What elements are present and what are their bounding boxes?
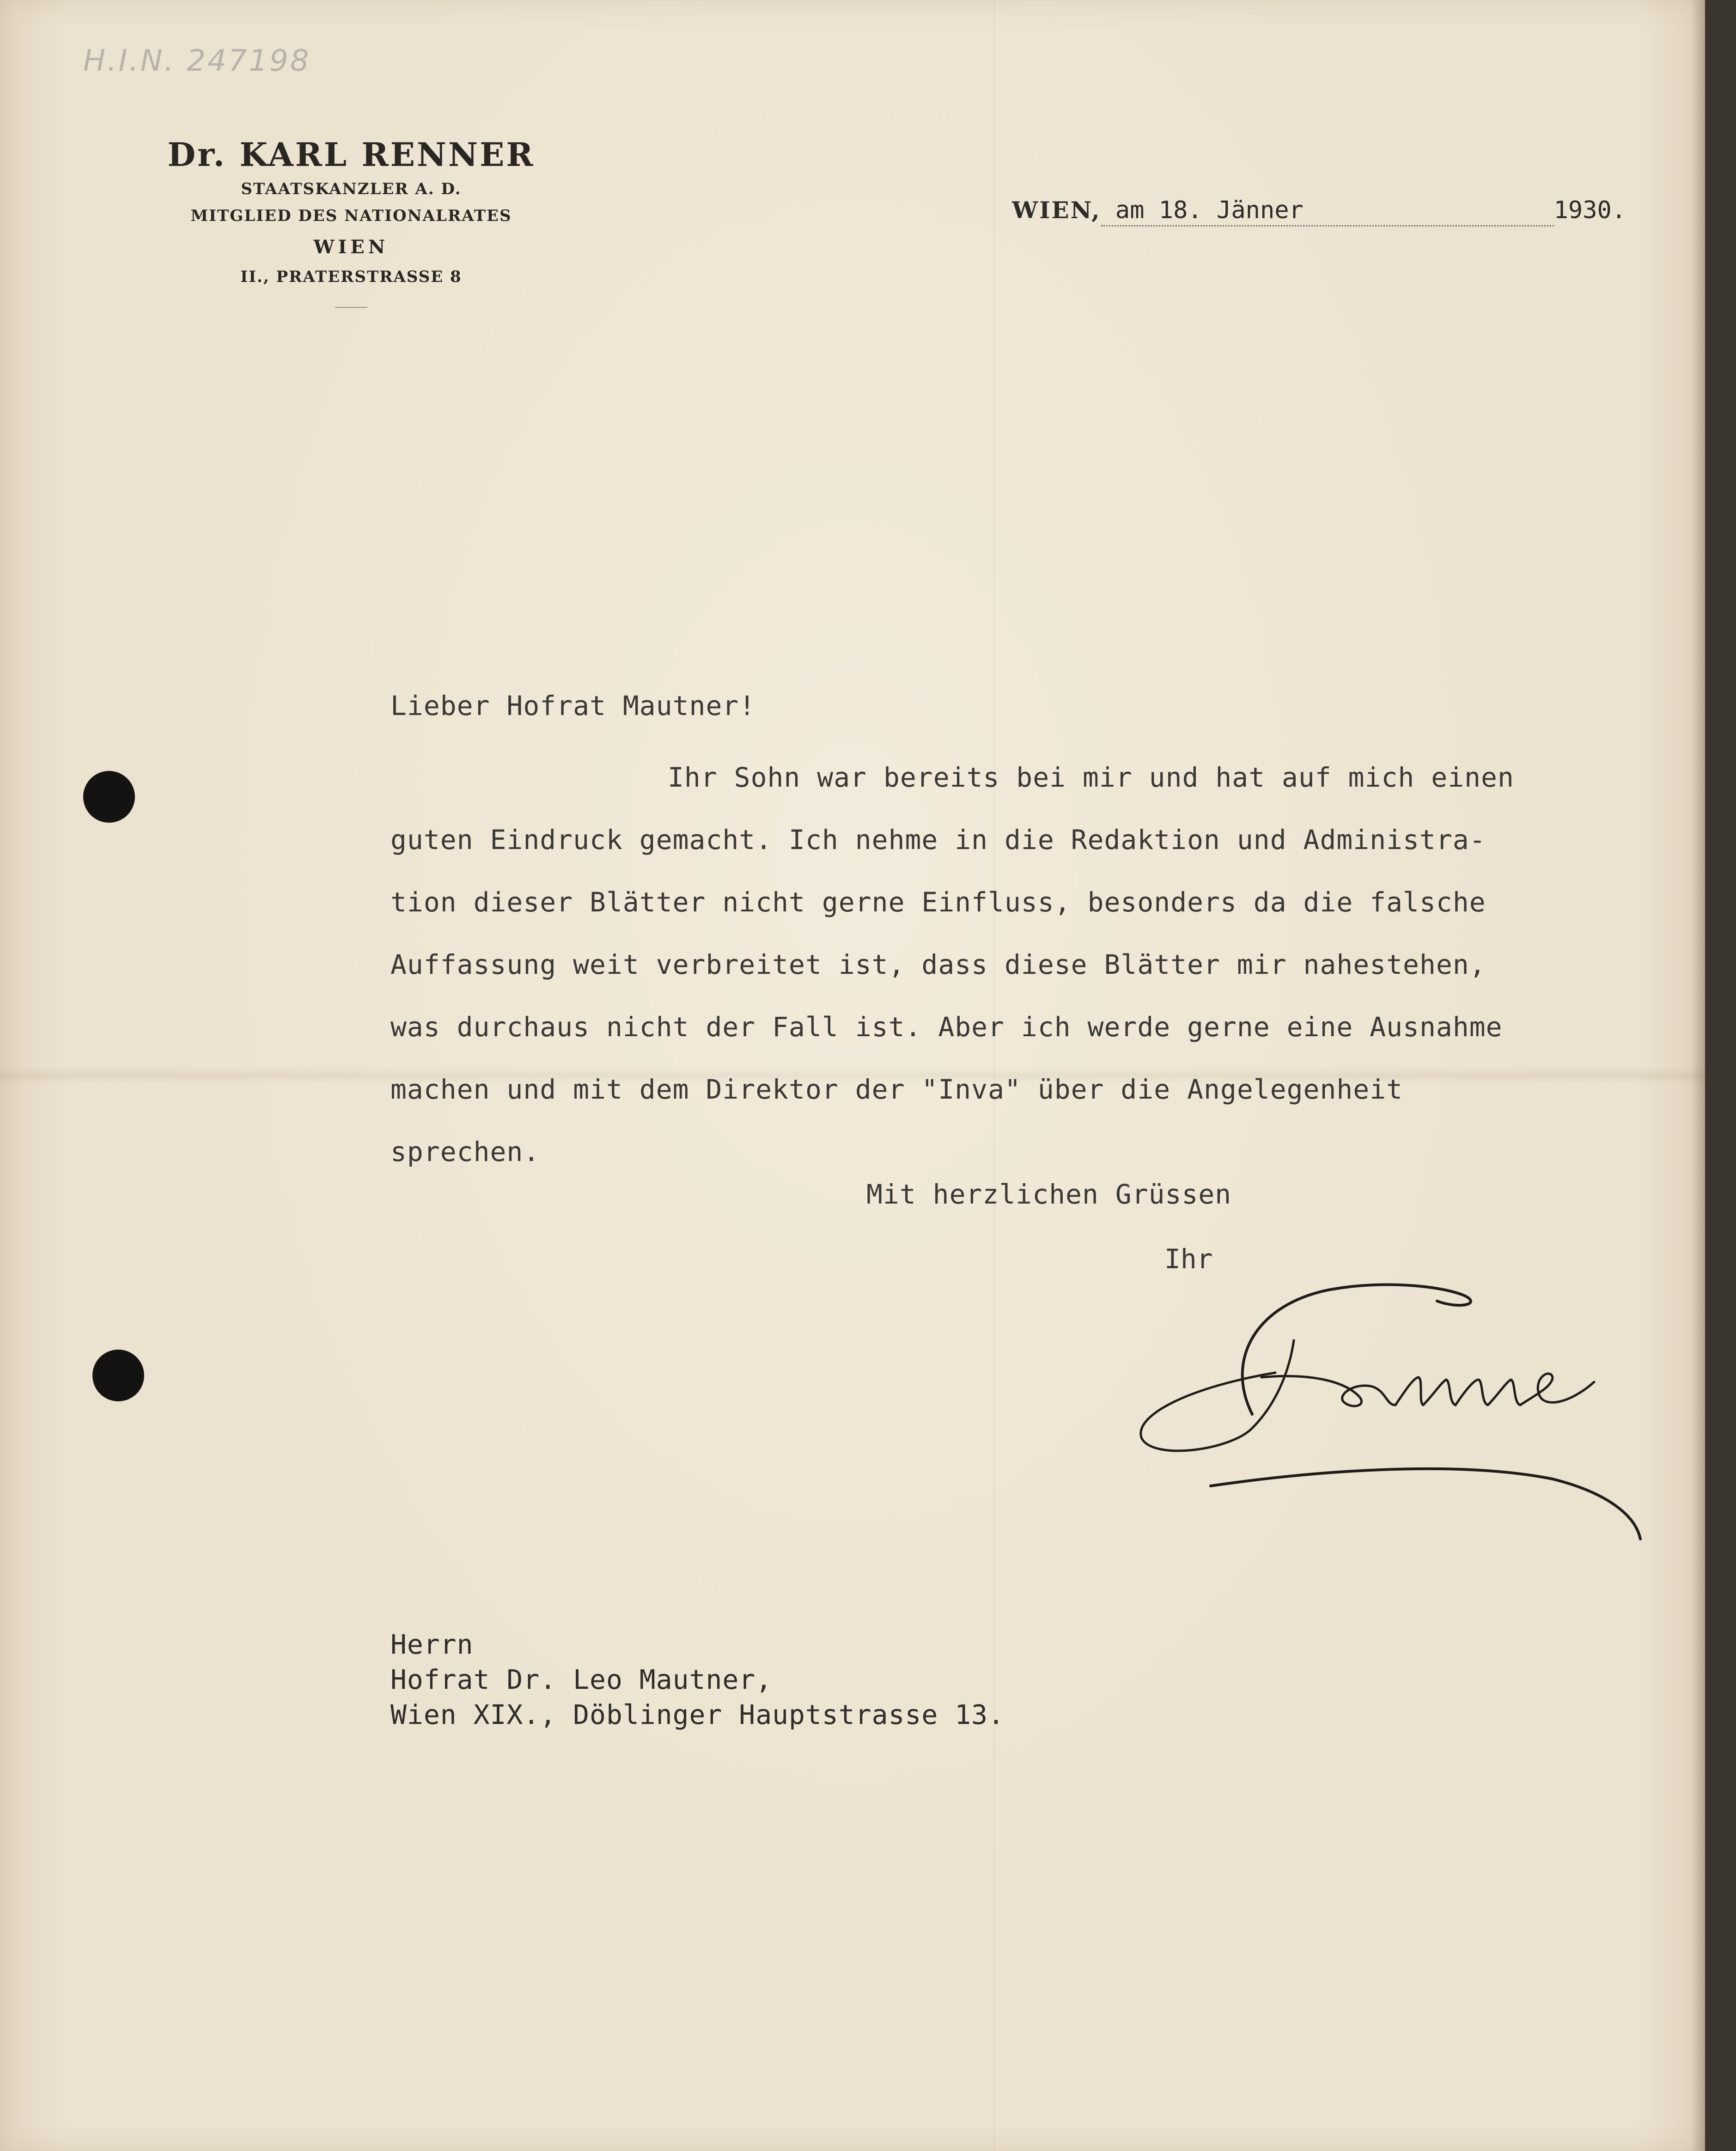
recipient-line: Herrn	[390, 1629, 474, 1660]
body-line: sprechen.	[390, 1136, 540, 1167]
dateline-fill	[1101, 196, 1554, 226]
dateline	[1012, 196, 1626, 226]
letterhead-membership: MITGLIED DES NATIONALRATES	[190, 207, 512, 225]
body-line: was durchaus nicht der Fall ist. Aber ich werde gerne eine Ausnahme	[390, 1011, 1503, 1043]
dateline-year: 1930.	[1553, 196, 1626, 224]
body-line: Auffassung weit verbreitet ist, dass diese Blätter mir nahestehen,	[390, 949, 1486, 980]
body-line: Ihr Sohn war bereits bei mir und hat auf mich einen	[668, 762, 1514, 793]
letter-body	[390, 684, 1615, 1183]
recipient-line: Hofrat Dr. Leo Mautner,	[390, 1664, 773, 1695]
recipient-address	[390, 1627, 1005, 1732]
letterhead-name: Dr. KARL RENNER	[167, 135, 535, 174]
page-edge-shadow	[1691, 0, 1705, 2151]
body-line: machen und mit dem Direktor der "Inva" über die Angelegenheit	[390, 1074, 1403, 1105]
closing-word: Ihr	[1164, 1243, 1213, 1275]
body-line: guten Eindruck gemacht. Ich nehme in die Redaktion und Administra-	[390, 824, 1486, 856]
body-line: tion dieser Blätter nicht gerne Einfluss, besonders da die falsche	[390, 886, 1486, 918]
punch-hole	[92, 1350, 144, 1401]
inventory-mark: H.I.N. 247198	[83, 44, 311, 78]
letterhead-rule	[335, 307, 367, 308]
dateline-city: WIEN,	[1012, 196, 1101, 224]
punch-hole	[83, 771, 135, 823]
signature-image	[1137, 1220, 1659, 1544]
paragraph	[390, 746, 1615, 1183]
salutation: Lieber Hofrat Mautner!	[390, 690, 756, 721]
dateline-date: am 18. Jänner	[1115, 196, 1304, 224]
closing: Mit herzlichen Grüssen	[866, 1179, 1232, 1210]
letterhead-city: WIEN	[313, 236, 389, 258]
letterhead-title: STAATSKANZLER A. D.	[241, 180, 462, 198]
recipient-line: Wien XIX., Döblinger Hauptstrasse 13.	[390, 1699, 1005, 1730]
letterhead	[139, 134, 564, 308]
letterhead-address: II., PRATERSTRASSE 8	[240, 268, 462, 286]
